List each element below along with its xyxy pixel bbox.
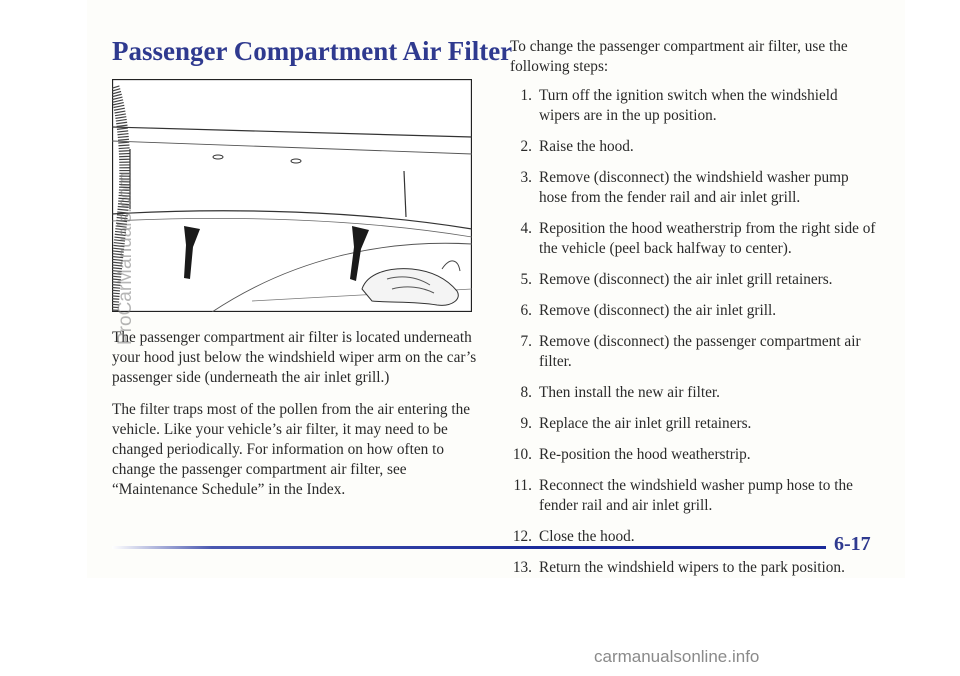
- bottom-watermark: carmanualsonline.info: [594, 647, 760, 666]
- step-item: 4. Reposition the hood weatherstrip from the right side of the vehicle (peel back halfway to center).: [520, 220, 876, 257]
- paragraph-location: The passenger compartment air filter is located underneath your hood just below the windshield wiper arm on the car’s passenger side (underneath the air inlet grill.): [112, 329, 477, 386]
- step-item: 1. Turn off the ignition switch when the windshield wipers are in the up position.: [520, 87, 838, 124]
- paragraph-filter-info: The filter traps most of the pollen from the air entering the vehicle. Like your vehicle’s air filter, it may need to be changed periodically. For information on how often to change the passenger compartment air filter, see “Maintenance Schedule” in the Index.: [112, 401, 471, 498]
- steps-intro: To change the passenger compartment air filter, use the following steps:: [510, 38, 848, 75]
- steps-list: [510, 86, 880, 578]
- step-item: 9. Replace the air inlet grill retainers.: [520, 415, 752, 432]
- step-item: 10. Re-position the hood weatherstrip.: [512, 446, 751, 463]
- step-item: 11. Reconnect the windshield washer pump hose to the fender rail and air inlet grill.: [513, 477, 853, 514]
- side-watermark: ProCarManuals.com: [115, 171, 136, 345]
- page-number: 6-17: [834, 533, 871, 555]
- step-item: 6. Remove (disconnect) the air inlet grill.: [520, 302, 777, 319]
- left-column: [112, 328, 484, 512]
- page-title: Passenger Compartment Air Filter: [112, 36, 513, 66]
- step-item: 8. Then install the new air filter.: [520, 384, 720, 401]
- right-column: [510, 37, 880, 589]
- step-item: 7. Remove (disconnect) the passenger compartment air filter.: [520, 333, 861, 370]
- air-filter-illustration: [112, 79, 472, 312]
- footer-rule: [112, 546, 826, 549]
- step-item: 2. Raise the hood.: [520, 138, 634, 155]
- step-item: 13. Return the windshield wipers to the park position.: [512, 559, 845, 576]
- step-item: 12. Close the hood.: [512, 528, 635, 545]
- step-item: 5. Remove (disconnect) the air inlet grill retainers.: [520, 271, 833, 288]
- step-item: 3. Remove (disconnect) the windshield washer pump hose from the fender rail and air inlet grill.: [520, 169, 849, 206]
